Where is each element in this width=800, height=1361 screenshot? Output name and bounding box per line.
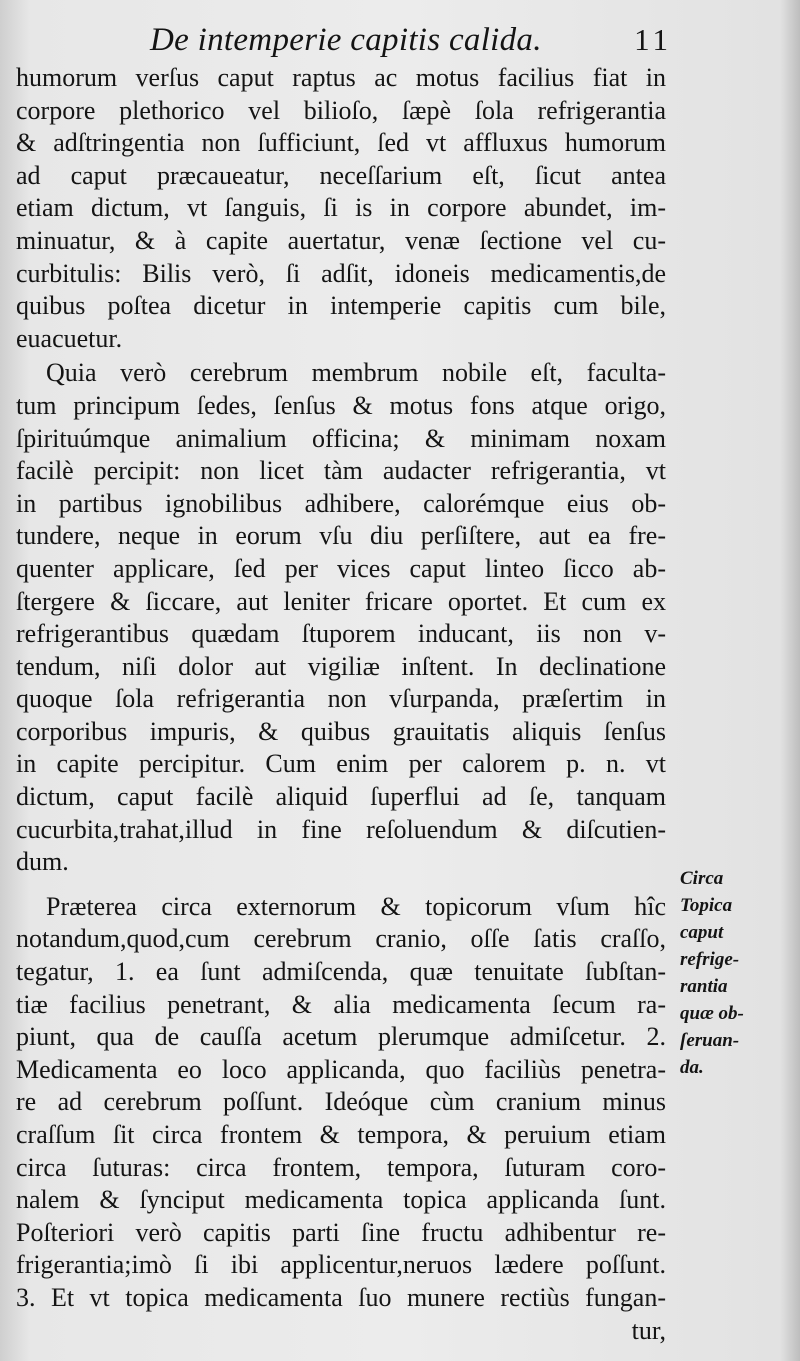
text-line: ad caput præcaueatur, neceſſarium eſt, ſicut antea	[16, 160, 666, 190]
main-text	[16, 62, 666, 1347]
margin-note-line: quæ ob-	[680, 1003, 744, 1024]
text-line: facilè percipit: non licet tàm audacter refrigerantia, vt	[16, 456, 666, 486]
text-line: in capite percipitur. Cum enim per calorem p. n. vt	[16, 749, 666, 779]
text-line: humorum verſus caput raptus ac motus facilius fiat in	[16, 63, 666, 92]
text-line: refrigerantibus quædam ſtuporem inducant, iis non v-	[16, 619, 666, 649]
text-line: quenter applicare, ſed per vices caput linteo ſicco ab-	[16, 553, 666, 583]
margin-note	[680, 865, 790, 1081]
text-line: Medicamenta eo loco applicanda, quo faciliùs penetra-	[16, 1054, 666, 1084]
text-line: Præterea circa externorum & topicorum vſum hîc	[46, 891, 666, 921]
text-line: Quia verò cerebrum membrum nobile eſt, faculta-	[46, 358, 666, 388]
text-line: tegatur, 1. ea ſunt admiſcenda, quæ tenuitate ſubſtan-	[16, 957, 666, 987]
margin-note-line: rantia	[680, 976, 728, 997]
text-line: dictum, caput facilè aliquid ſuperflui ad ſe, tanquam	[16, 782, 666, 812]
margin-note-line: caput	[680, 922, 724, 943]
text-line: corpore plethorico vel bilioſo, ſæpè ſola refrigerantia	[16, 95, 666, 125]
text-line: notandum,quod,cum cerebrum cranio, oſſe ſatis craſſo,	[16, 924, 666, 954]
paragraph-1	[16, 62, 666, 355]
text-line: corporibus impuris, & quibus grauitatis aliquis ſenſus	[16, 716, 666, 746]
paragraph-2	[16, 357, 666, 879]
text-line: & adſtringentia non ſufficiunt, ſed vt affluxus humorum	[16, 128, 666, 158]
running-title: De intemperie capitis calida.	[150, 22, 542, 58]
text-line: quoque ſola refrigerantia non vſurpanda, præſertim in	[16, 684, 666, 714]
text-line: curbitulis: Bilis verò, ſi adſit, idoneis medicamentis,de	[16, 258, 666, 288]
text-line: tum principum ſedes, ſenſus & motus fons atque origo,	[16, 390, 666, 420]
text-line: quibus poſtea dicetur in intemperie capitis cum bile,	[16, 291, 666, 321]
text-line: piunt, qua de cauſſa acetum plerumque admiſcetur. 2.	[16, 1022, 666, 1052]
text-line: tiæ facilius penetrant, & alia medicamenta ſecum ra-	[16, 989, 666, 1019]
margin-note-line: ſeruan-	[680, 1030, 740, 1051]
text-line: re ad cerebrum poſſunt. Ideóque cùm cranium minus	[16, 1087, 666, 1117]
text-line: minuatur, & à capite auertatur, venæ ſectione vel cu-	[16, 225, 666, 255]
text-line: circa ſuturas: circa frontem, tempora, ſuturam coro-	[16, 1152, 666, 1182]
text-line: etiam dictum, vt ſanguis, ſi is in corpore abundet, im-	[16, 193, 666, 223]
text-line: tundere, neque in eorum vſu diu perſiſtere, aut ea fre-	[16, 521, 666, 551]
margin-note-line: Topica	[680, 895, 733, 916]
text-line: tendum, niſi dolor aut vigiliæ inſtent. In declinatione	[16, 651, 666, 681]
running-head	[0, 22, 690, 62]
text-line: tur,	[631, 1315, 666, 1345]
page-number: 11	[634, 22, 672, 57]
text-line: in partibus ignobilibus adhibere, calorémque eius ob-	[16, 488, 666, 518]
paragraph-3	[16, 891, 666, 1347]
text-line: cucurbita,trahat,illud in fine reſoluendum & diſcutien-	[16, 814, 666, 844]
text-line: Poſteriori verò capitis parti ſine fructu adhibentur re-	[16, 1217, 666, 1247]
text-line: ſpirituúmque animalium officina; & minimam noxam	[16, 423, 666, 453]
text-line: euacuetur.	[16, 323, 123, 353]
text-line: craſſum ſit circa frontem & tempora, & peruium etiam	[16, 1120, 666, 1149]
margin-note-line: refrige-	[680, 949, 740, 970]
text-line: dum.	[16, 847, 69, 877]
text-line: 3. Et vt topica medicamenta ſuo munere rectiùs fungan-	[16, 1282, 666, 1312]
text-line: frigerantia;imò ſi ibi applicentur,neruos lædere poſſunt.	[16, 1250, 666, 1280]
margin-note-line: da.	[680, 1057, 704, 1078]
margin-note-line: Circa	[680, 868, 724, 889]
text-line: nalem & ſynciput medicamenta topica applicanda ſunt.	[16, 1185, 666, 1215]
text-line: ſtergere & ſiccare, aut leniter fricare oportet. Et cum ex	[16, 586, 666, 616]
